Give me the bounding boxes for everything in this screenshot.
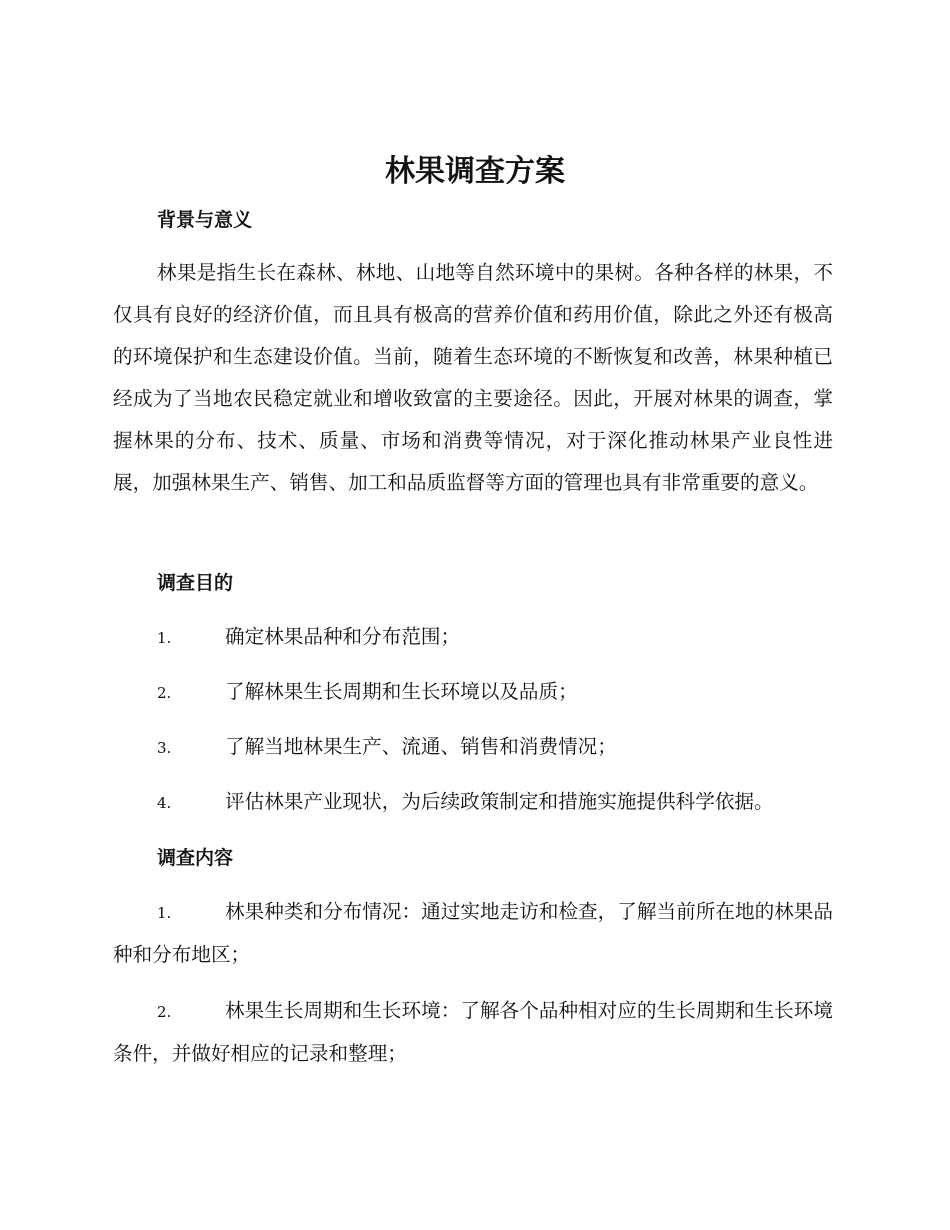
- section-heading-purpose: 调查目的: [157, 572, 234, 594]
- list-item: [113, 781, 833, 824]
- background-paragraph: 林果是指生长在森林、林地、山地等自然环境中的果树。各种各样的林果，不仅具有良好的经济价值，而且具有极高的营养价值和药用价值，除此之外还有极高的环境保护和生态建设价值。当前，随着生态环境的不断恢复和改善，林果种植已经成为了当地农民稳定就业和增收致富的主要途径。因此，开展对林果的调查，掌握林果的分布、技术、质量、市场和消费等情况，对于深化推动林果产业良性进展，加强林果生产、销售、加工和品质监督等方面的管理也具有非常重要的意义。: [113, 261, 833, 494]
- list-item: [113, 726, 833, 769]
- list-item-number: 2.: [157, 684, 172, 702]
- list-item-text: 了解林果生长周期和生长环境以及品质；: [225, 680, 578, 703]
- list-item-number: 2.: [157, 1003, 172, 1021]
- list-item: [113, 616, 833, 659]
- list-item-number: 1.: [157, 904, 172, 922]
- list-item-text: 林果种类和分布情况：通过实地走访和检查，了解当前所在地的林果品种和分布地区；: [113, 900, 833, 966]
- section-heading-content: 调查内容: [157, 847, 234, 869]
- list-item-number: 3.: [157, 739, 172, 757]
- list-item-text: 确定林果品种和分布范围；: [225, 625, 461, 648]
- section-heading-background: 背景与意义: [157, 209, 253, 231]
- document-title: 林果调查方案: [385, 154, 565, 189]
- list-item-number: 4.: [157, 794, 172, 812]
- list-item-text: 评估林果产业现状，为后续政策制定和措施实施提供科学依据。: [225, 790, 774, 813]
- list-item: [113, 891, 833, 976]
- list-item-text: 林果生长周期和生长环境：了解各个品种相对应的生长周期和生长环境条件，并做好相应的记录和整理；: [113, 999, 833, 1065]
- list-item-number: 1.: [157, 629, 172, 647]
- list-item: [113, 671, 833, 714]
- list-item: [113, 990, 833, 1075]
- list-item-text: 了解当地林果生产、流通、销售和消费情况；: [225, 735, 617, 758]
